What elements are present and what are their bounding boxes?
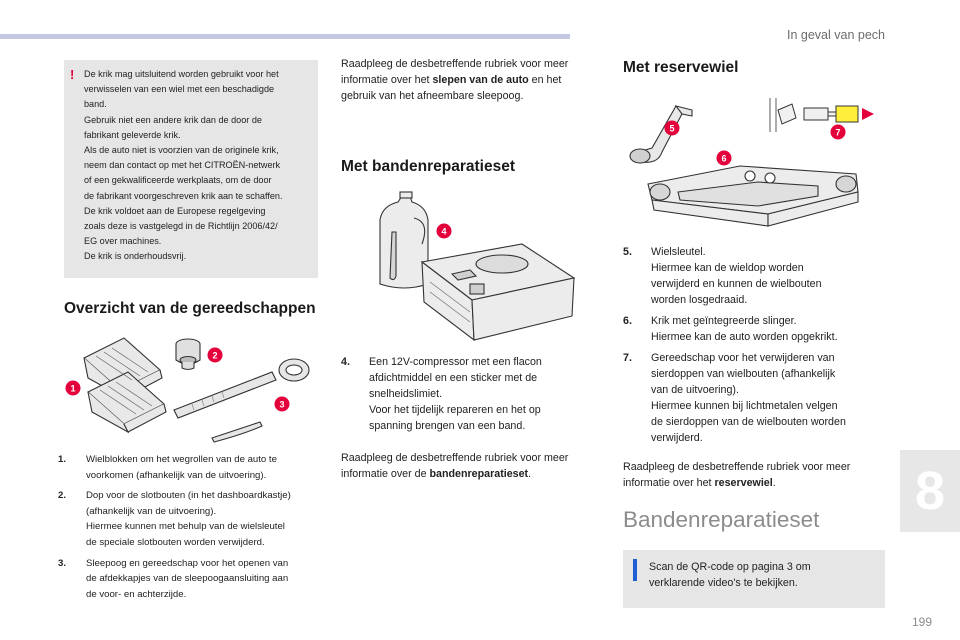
spare-wheel-reference-post: . bbox=[772, 477, 776, 489]
tools-item-line: de afdekkapjes van de sleepoogaansluiting aan bbox=[86, 573, 289, 585]
spare-wheel-item bbox=[623, 244, 887, 308]
repair-kit-list bbox=[341, 354, 597, 439]
spare-wheel-reference-link: reservewiel bbox=[714, 477, 773, 489]
spare-wheel-item bbox=[623, 313, 887, 345]
spare-wheel-item-line: Hiermee kunnen bij lichtmetalen velgen bbox=[651, 400, 838, 412]
spare-wheel-item-line: sierdoppen van wielbouten (afhankelijk bbox=[651, 368, 836, 380]
spare-wheel-item-number: 7. bbox=[623, 352, 632, 364]
tools-item-text bbox=[86, 556, 322, 603]
locking-nut-image bbox=[176, 339, 200, 370]
wheel-chock-image bbox=[84, 338, 166, 432]
warning-line: verwisselen van een wiel met een beschadigde bbox=[84, 84, 275, 95]
spare-wheel-tools-illustration bbox=[618, 92, 880, 232]
towing-reference-post: en het gebruik van het afneembare sleepoog. bbox=[341, 74, 562, 102]
towing-reference-pre: Raadpleeg de desbetreffende rubriek voor meer informatie over het bbox=[341, 58, 569, 86]
spare-wheel-item bbox=[623, 350, 887, 446]
spare-wheel-reference bbox=[623, 459, 885, 491]
spare-wheel-item-text bbox=[651, 313, 887, 345]
info-icon bbox=[633, 559, 637, 581]
repair-kit-item-line: Voor het tijdelijk repareren en het op bbox=[369, 404, 541, 416]
tools-item-number: 1. bbox=[58, 454, 67, 465]
tools-item-text bbox=[86, 452, 322, 483]
towing-reference-link: slepen van de auto bbox=[432, 74, 529, 86]
tools-list bbox=[58, 452, 322, 607]
repair-kit-item-line: Een 12V-compressor met een flacon bbox=[369, 356, 542, 368]
spare-wheel-item-line: van de uitvoering). bbox=[651, 384, 739, 396]
info-line-2: verklarende video's te bekijken. bbox=[649, 577, 798, 589]
repair-kit-item-line: spanning brengen van een band. bbox=[369, 420, 526, 432]
repair-kit-reference-link: bandenreparatieset bbox=[429, 468, 529, 480]
section-header: In geval van pech bbox=[787, 28, 885, 42]
tools-item-line: Sleepoog en gereedschap voor het openen van bbox=[86, 557, 289, 569]
tools-item-number: 3. bbox=[58, 557, 67, 569]
spare-wheel-item-number: 6. bbox=[623, 315, 632, 327]
warning-line: fabrikant geleverde krik. bbox=[84, 129, 181, 140]
warning-line: De krik is onderhoudsvrij. bbox=[84, 251, 187, 262]
warning-line: EG over machines. bbox=[84, 236, 162, 247]
spare-wheel-item-number: 5. bbox=[623, 246, 632, 258]
warning-line: De krik voldoet aan de Europese regelgeving bbox=[84, 205, 266, 216]
tools-item-line: de speciale slotbouten worden verwijderd. bbox=[86, 536, 265, 548]
spare-wheel-item-line: Krik met geïntegreerde slinger. bbox=[651, 315, 797, 327]
tools-item-line: Hiermee kunnen met behulp van de wielsleutel bbox=[86, 521, 285, 533]
repair-kit-title: Met bandenreparatieset bbox=[341, 158, 515, 175]
repair-kit-item-number: 4. bbox=[341, 356, 350, 368]
spare-wheel-item-line: verwijderd. bbox=[651, 432, 703, 444]
repair-kit-reference-post: . bbox=[528, 468, 532, 480]
spare-wheel-item-line: Wielsleutel. bbox=[651, 246, 706, 258]
spare-wheel-item-text bbox=[651, 350, 887, 446]
tools-item-line: voorkomen (afhankelijk van de uitvoering). bbox=[86, 469, 267, 481]
tools-item-line: Dop voor de slotbouten (in het dashboardkastje) bbox=[86, 490, 291, 502]
chapter-number: 8 bbox=[914, 461, 946, 521]
tools-item bbox=[58, 488, 322, 550]
warning-line: Gebruik niet een andere krik dan de door de bbox=[84, 114, 262, 125]
warning-line: neem dan contact op met het CITROËN-netwerk bbox=[84, 160, 281, 171]
tools-item-line: (afhankelijk van de uitvoering). bbox=[86, 505, 217, 517]
warning-line: of een gekwalificeerde werkplaats, om de door bbox=[84, 175, 272, 186]
tools-item-text bbox=[86, 488, 322, 550]
warning-line: de fabrikant voorgeschreven krik aan te schaffen. bbox=[84, 190, 283, 201]
badge-3-label: 3 bbox=[279, 399, 285, 410]
page-number: 199 bbox=[911, 615, 932, 629]
repair-kit-item-line: afdichtmiddel en een sticker met de bbox=[369, 372, 538, 384]
badge-7-label: 7 bbox=[835, 127, 841, 138]
tools-item bbox=[58, 556, 322, 603]
repair-kit-item bbox=[341, 354, 597, 434]
info-line-1: Scan de QR-code op pagina 3 om bbox=[649, 561, 811, 573]
tools-item-line: Wielblokken om het wegrollen van de auto te bbox=[86, 454, 277, 465]
repair-kit-item-line: snelheidslimiet. bbox=[369, 388, 443, 400]
towing-reference bbox=[341, 56, 597, 104]
repair-kit-reference bbox=[341, 450, 605, 482]
spare-wheel-title: Met reservewiel bbox=[623, 59, 739, 76]
warning-line: zoals deze is vastgelegd in de Richtlijn 2006/42/ bbox=[84, 221, 278, 232]
badge-4-label: 4 bbox=[441, 226, 447, 237]
top-accent-bar bbox=[0, 34, 570, 39]
warning-line: band. bbox=[84, 99, 107, 110]
spare-wheel-reference-pre: Raadpleeg de desbetreffende rubriek voor meer informatie over het bbox=[623, 461, 851, 489]
warning-icon: ! bbox=[70, 67, 75, 82]
warning-line: De krik mag uitsluitend worden gebruikt voor het bbox=[84, 69, 279, 79]
warning-line: Als de auto niet is voorzien van de originele krik, bbox=[84, 145, 279, 156]
badge-2-label: 2 bbox=[212, 350, 218, 361]
spare-wheel-item-line: verwijderd en kunnen de wielbouten bbox=[651, 278, 822, 290]
spare-wheel-item-line: Hiermee kan de wieldop worden bbox=[651, 262, 804, 274]
warning-text bbox=[84, 67, 310, 265]
chapter-tab bbox=[900, 450, 960, 532]
compressor-illustration bbox=[352, 192, 592, 342]
spare-wheel-item-text bbox=[651, 244, 887, 308]
tools-item-line: de voor- en achterzijde. bbox=[86, 588, 187, 600]
badge-5-label: 5 bbox=[669, 123, 675, 134]
repair-kit-heading: Bandenreparatieset bbox=[623, 507, 820, 532]
tools-illustration bbox=[62, 330, 322, 445]
spare-wheel-item-line: worden losgedraaid. bbox=[651, 294, 748, 306]
badge-1-label: 1 bbox=[70, 383, 76, 394]
spare-wheel-list bbox=[623, 244, 887, 451]
info-box bbox=[623, 550, 885, 608]
repair-kit-item-text bbox=[369, 354, 597, 434]
repair-kit-reference-pre: Raadpleeg de desbetreffende rubriek voor meer informatie over de bbox=[341, 452, 569, 480]
badge-6-label: 6 bbox=[721, 153, 727, 164]
towing-eye-image bbox=[174, 359, 309, 442]
warning-box bbox=[64, 60, 318, 278]
tools-item-number: 2. bbox=[58, 490, 67, 502]
spare-wheel-item-line: de sierdoppen van de wielbouten worden bbox=[651, 416, 846, 428]
spare-wheel-item-line: Hiermee kan de auto worden opgekrikt. bbox=[651, 331, 838, 343]
tools-title: Overzicht van de gereedschappen bbox=[64, 300, 316, 317]
tools-item bbox=[58, 452, 322, 483]
spare-wheel-item-line: Gereedschap voor het verwijderen van bbox=[651, 352, 835, 364]
